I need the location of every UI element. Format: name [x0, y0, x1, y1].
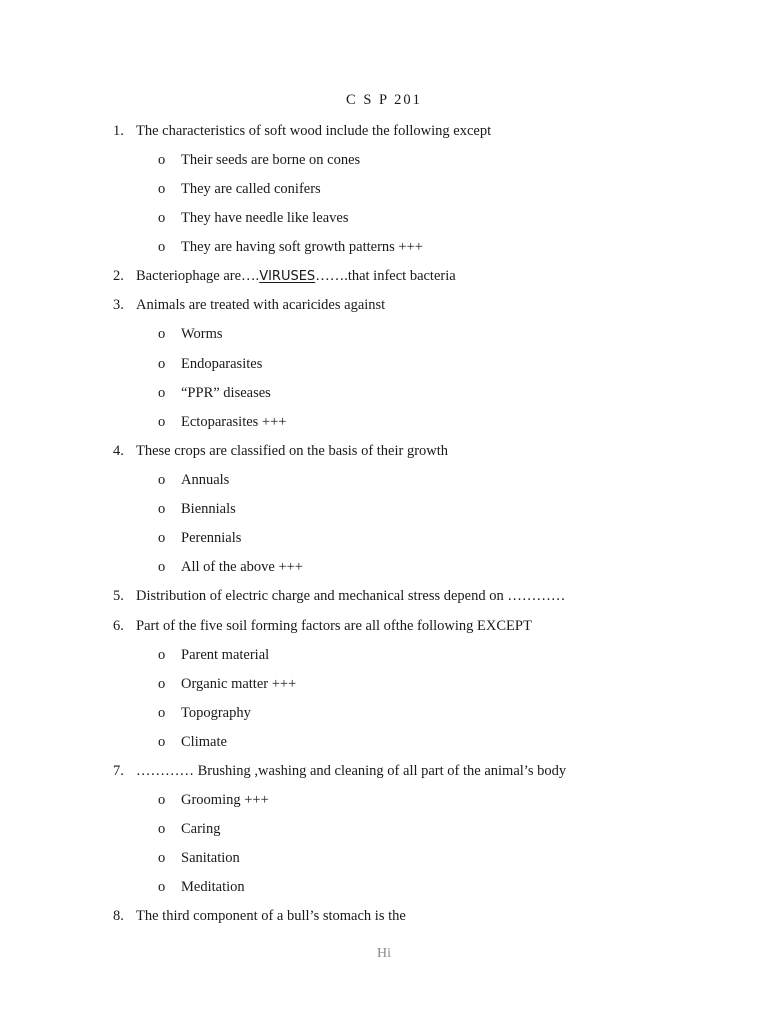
- question-number: 1.: [113, 123, 124, 139]
- bullet-marker: o: [158, 501, 166, 517]
- option-text: Biennials: [181, 501, 236, 517]
- bullet-marker: o: [158, 326, 166, 342]
- bullet-marker: o: [158, 647, 166, 663]
- option-text: Caring: [181, 821, 221, 837]
- bullet-marker: o: [158, 414, 166, 430]
- option-text: Endoparasites: [181, 356, 263, 372]
- option-text: Perennials: [181, 530, 242, 546]
- bullet-marker: o: [158, 734, 166, 750]
- option-text: Sanitation: [181, 850, 240, 866]
- question-number: 3.: [113, 297, 124, 313]
- question-number: 8.: [113, 908, 124, 924]
- bullet-marker: o: [158, 792, 166, 808]
- answer-text: VIRUSES: [259, 269, 316, 284]
- bullet-marker: o: [158, 821, 166, 837]
- bullet-marker: o: [158, 879, 166, 895]
- option-text: Parent material: [181, 647, 270, 663]
- option-text: “PPR” diseases: [181, 385, 271, 401]
- question-text: The characteristics of soft wood include the following except: [136, 123, 492, 139]
- option-text: Ectoparasites +++: [181, 414, 287, 430]
- bullet-marker: o: [158, 385, 166, 401]
- question-text: The third component of a bull’s stomach is the: [136, 908, 406, 924]
- option-text: Topography: [181, 705, 251, 721]
- bullet-marker: o: [158, 472, 166, 488]
- bullet-marker: o: [158, 705, 166, 721]
- question-number: 2.: [113, 268, 124, 284]
- option-text: Annuals: [181, 472, 230, 488]
- bullet-marker: o: [158, 181, 166, 197]
- bullet-marker: o: [158, 530, 166, 546]
- option-text: Meditation: [181, 879, 245, 895]
- option-text: Climate: [181, 734, 227, 750]
- question-text: Animals are treated with acaricides against: [136, 297, 386, 313]
- question-text: [136, 266, 456, 287]
- option-text: Grooming +++: [181, 792, 269, 808]
- question-text: Distribution of electric charge and mechanical stress depend on …………: [136, 588, 566, 604]
- question-number: 7.: [113, 763, 124, 779]
- question-text: These crops are classified on the basis of their growth: [136, 443, 449, 459]
- bullet-marker: o: [158, 676, 166, 692]
- option-text: They have needle like leaves: [181, 210, 349, 226]
- question-number: 6.: [113, 618, 124, 634]
- question-text-after: …….that infect bacteria: [315, 268, 456, 284]
- question-number: 5.: [113, 588, 124, 604]
- option-text: All of the above +++: [181, 559, 303, 575]
- page-footer: Hi: [377, 946, 391, 961]
- option-text: They are called conifers: [181, 181, 321, 197]
- bullet-marker: o: [158, 210, 166, 226]
- bullet-marker: o: [158, 559, 166, 575]
- bullet-marker: o: [158, 850, 166, 866]
- bullet-marker: o: [158, 152, 166, 168]
- question-text-before: Bacteriophage are….: [136, 268, 260, 284]
- page-title: C S P 201: [346, 92, 422, 108]
- option-text: Worms: [181, 326, 223, 342]
- option-text: They are having soft growth patterns +++: [181, 239, 423, 255]
- bullet-marker: o: [158, 356, 166, 372]
- question-number: 4.: [113, 443, 124, 459]
- question-text: ………… Brushing ,washing and cleaning of all part of the animal’s body: [136, 763, 567, 779]
- question-text: Part of the five soil forming factors are all ofthe following EXCEPT: [136, 618, 532, 634]
- option-text: Their seeds are borne on cones: [181, 152, 361, 168]
- option-text: Organic matter +++: [181, 676, 297, 692]
- bullet-marker: o: [158, 239, 166, 255]
